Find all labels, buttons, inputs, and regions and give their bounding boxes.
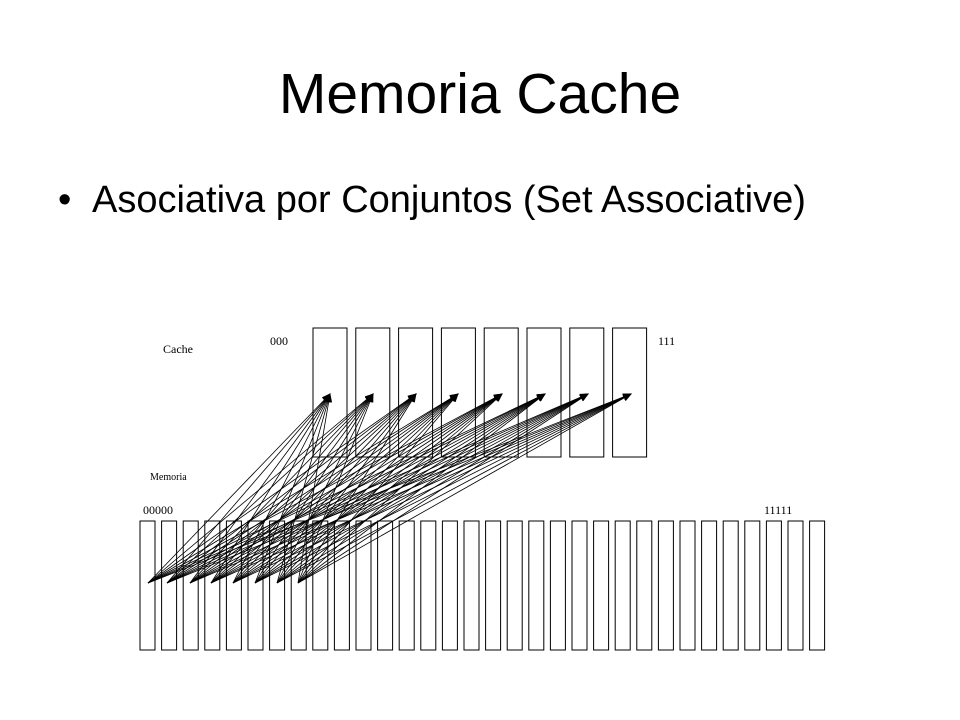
cache-set (399, 328, 433, 457)
memory-block (658, 521, 673, 650)
memory-block (680, 521, 695, 650)
memory-block (550, 521, 565, 650)
memory-block (486, 521, 501, 650)
memory-label: Memoria (150, 472, 187, 483)
cache-set (570, 328, 604, 457)
memory-block (378, 521, 393, 650)
cache-set (356, 328, 390, 457)
memory-block (723, 521, 738, 650)
memory-block (788, 521, 803, 650)
slide-title: Memoria Cache (278, 62, 682, 126)
memory-block (594, 521, 609, 650)
cache-label: Cache (163, 342, 193, 356)
memory-block (442, 521, 457, 650)
memory-block (162, 521, 177, 650)
cache-last-address: 111 (658, 334, 676, 348)
memory-block (702, 521, 717, 650)
memory-block (507, 521, 522, 650)
bullet-marker: • (58, 179, 72, 221)
memory-first-address: 00000 (143, 503, 173, 517)
cache-set (613, 328, 647, 457)
memory-block (615, 521, 630, 650)
cache-first-address: 000 (270, 334, 288, 348)
memory-block (745, 521, 760, 650)
memory-block (572, 521, 587, 650)
memory-block (637, 521, 652, 650)
memory-block (399, 521, 414, 650)
memory-block (140, 521, 155, 650)
memory-last-address: 11111 (764, 503, 793, 517)
memory-block (810, 521, 825, 650)
memory-block (183, 521, 198, 650)
memory-block (464, 521, 479, 650)
cache-sets (313, 328, 647, 457)
memory-block (421, 521, 436, 650)
memory-block (766, 521, 781, 650)
memory-block (529, 521, 544, 650)
bullet-text: Asociativa por Conjuntos (Set Associative) (92, 179, 806, 221)
